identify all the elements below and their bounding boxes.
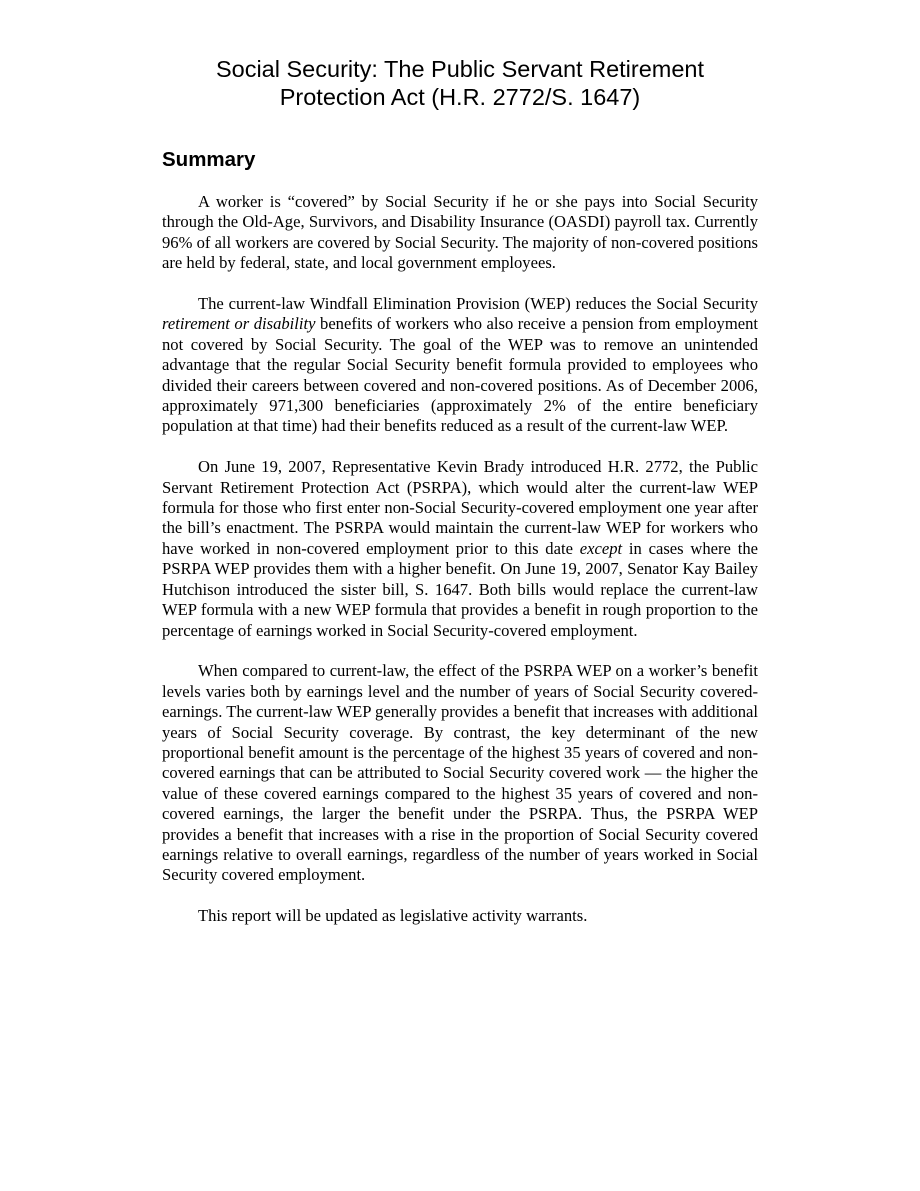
title-line-1: Social Security: The Public Servant Retirement [215,56,705,82]
paragraph-text: On June 19, 2007, Representative Kevin Brady introduced H.R. 2772, the Public Servant Retirement Protection Act (PSRPA), which would alter the current-law WEP formula for those who first enter non-Social Security-covered employment one year after the bill’s enactment. The PSRPA would maintain the current-law WEP for workers who have worked in non-covered employment prior to this date [162,457,758,558]
document-title [120,55,800,111]
summary-body [162,192,758,927]
paragraph-benefit-comparison: When compared to current-law, the effect of the PSRPA WEP on a worker’s benefit levels varies both by earnings level and the number of years of Social Security covered-earnings. The current-law WEP generally provides a benefit that increases with additional years of Social Security coverage. By contrast, the key determinant of the new proportional benefit amount is the percentage of the highest 35 years of covered and non-covered earnings that can be attributed to Social Security covered work — the higher the value of these covered earnings compared to the highest 35 years of covered and non-covered earnings, the larger the benefit under the PSRPA. Thus, the PSRPA WEP provides a benefit that increases with a rise in the proportion of Social Security covered earnings relative to overall earnings, regardless of the number of years worked in Social Security covered employment. [162,661,758,885]
emphasis-text: except [579,538,623,558]
paragraph-text: in cases where the PSRPA WEP provides them with a higher benefit. On June 19, 2007, Senator Kay Bailey Hutchison introduced the sister bill, S. 1647. Both bills would replace the current-law WEP formula with a new WEP formula that provides a benefit in rough proportion to the percentage of earnings worked in Social Security-covered employment. [162,538,758,640]
emphasis-text: retirement or disability [162,314,316,334]
title-line-2: Protection Act (H.R. 2772/S. 1647) [279,84,641,110]
paragraph-update-note: This report will be updated as legislative activity warrants. [198,906,588,926]
paragraph-current-law-wep [162,294,758,437]
section-heading-summary: Summary [162,148,256,171]
paragraph-text: The current-law Windfall Elimination Provision (WEP) reduces the Social Security [198,294,758,314]
paragraph-psrpa-introduction [162,457,758,641]
paragraph-text: benefits of workers who also receive a pension from employment not covered by Social Security. The goal of the WEP was to remove an unintended advantage that the regular Social Security benefit formula provided to employees who divided their careers between covered and non-covered positions. As of December 2006, approximately 971,300 beneficiaries (approximately 2% of the entire beneficiary population at that time) had their benefits reduced as a result of the current-law WEP. [162,314,758,436]
paragraph-covered-workers: A worker is “covered” by Social Security if he or she pays into Social Security through the Old-Age, Survivors, and Disability Insurance (OASDI) payroll tax. Currently 96% of all workers are covered by Social Security. The majority of non-covered positions are held by federal, state, and local government employees. [162,192,758,273]
